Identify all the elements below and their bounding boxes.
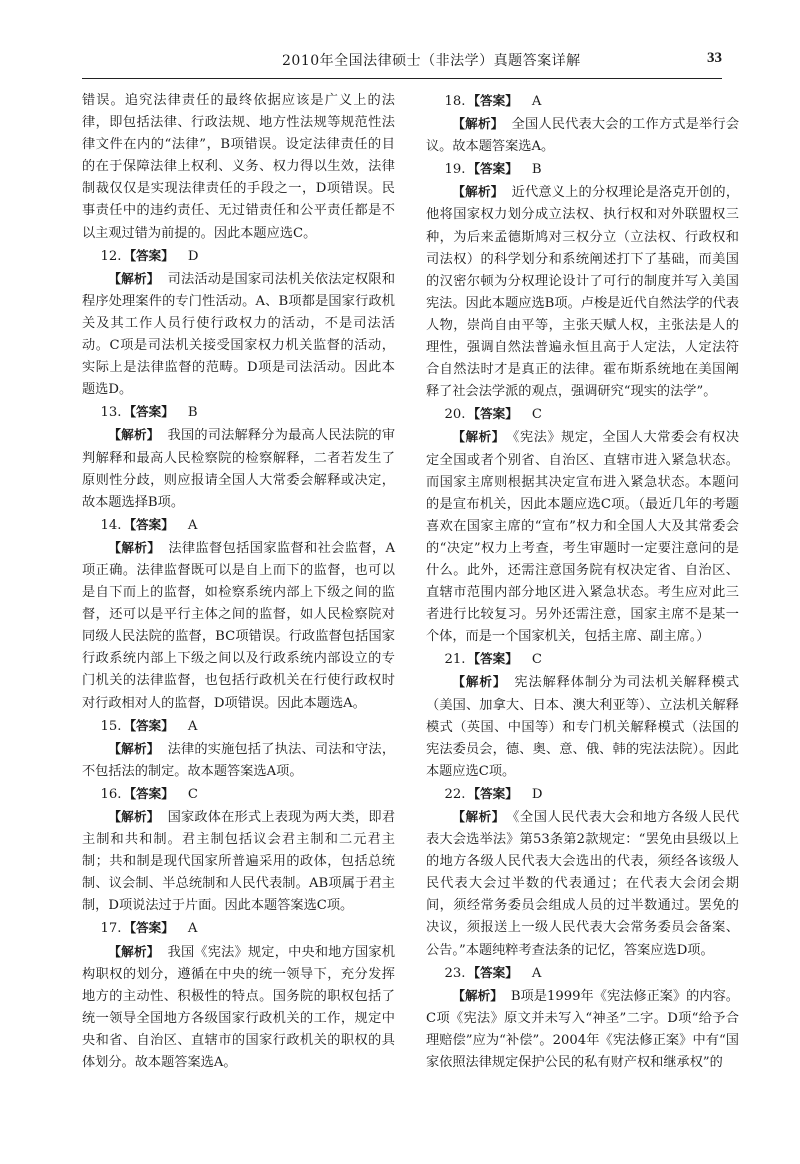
analysis-text: 《宪法》规定，全国人大常委会有权决定全国或者个别省、自治区、直辖市进入紧急状态。而国家主席则根据其决定宣布进入紧急状态。本题问的是宣布机关，因此本题应选C项。（最近几年的考题喜欢在国家主席的“宣布”权力和全国人大及其常委会的“决定”权力上考查，考生审题时一定要注意问的是什么。此外，还需注意国务院有权决定省、自治区、直辖市范围内部分地区进入紧急状态。考生应对此三者进行比较复习。另外还需注意，国家主席不是某一个体，而是一个国家机关，包括主席、副主席。） [426,430,740,645]
question-number: 18. [444,94,466,109]
analysis-paragraph [426,426,739,648]
analysis-label: 【解析】 [452,184,504,200]
answer-line [82,917,395,940]
analysis-paragraph [82,424,395,513]
right-question-list [426,90,739,1074]
answer-option: D [531,786,543,802]
question-item [82,514,395,715]
question-item [82,245,395,402]
question-item [82,917,395,1074]
left-question-list [82,245,395,1074]
answer-option: A [187,517,198,533]
question-item [82,783,395,918]
analysis-paragraph [426,113,739,158]
analysis-text: 《全国人民代表大会和地方各级人民代表大会选举法》第53条第2款规定：“罢免由县级以上的地方各级人民代表大会选出的代表，须经各该级人民代表大会过半数的代表通过；在代表大会闭会期间，须经常务委员会组成人员的过半数通过。罢免的决议，须报送上一级人民代表大会常务委员会备案、公告。”本题纯粹考查法条的记忆，答案应选D项。 [426,810,740,958]
question-number: 14. [100,517,122,533]
answer-line [426,158,739,181]
question-number: 20. [444,407,466,423]
question-number: 17. [100,921,122,937]
page-number: 33 [707,50,722,66]
answer-line [82,245,395,268]
question-number: 19. [444,162,466,178]
answer-label: 【答案】 [467,785,518,801]
analysis-paragraph [82,941,395,1075]
answer-line [426,403,739,426]
analysis-text: 司法活动是国家司法机关依法定权限和程序处理案件的专门性活动。A、B项都是国家行政机关及其工作人员行使行政权力的活动，不是司法活动。C项是司法机关接受国家权力机关监督的活动，实际上是法律监督的范畴。D项是司法活动。因此本题选D。 [82,271,396,398]
question-item [82,715,395,783]
question-number: 13. [100,405,122,421]
analysis-label: 【解析】 [108,943,160,959]
answer-label: 【答案】 [123,247,174,263]
analysis-text: 宪法解释体制分为司法机关解释模式（美国、加拿大、日本、澳大利亚等）、立法机关解释模式（英国、中国等）和专门机关解释模式（法国的宪法委员会，德、奥、意、俄、韩的宪法法院）。因此本题应选C项。 [426,675,740,779]
question-item [426,648,739,783]
analysis-paragraph [82,806,395,917]
analysis-paragraph [82,268,395,402]
analysis-label: 【解析】 [452,116,504,132]
analysis-paragraph [426,985,739,1074]
analysis-text: 法律监督包括国家监督和社会监督，A项正确。法律监督既可以是自上而下的监督，也可以是自下而上的监督，如检察系统内部上下级之间的监督，还可以是平行主体之间的监督，如人民检察院对同级人民法院的监督，BC项错误。行政监督包括国家行政系统内部上下级之间以及行政系统内部设立的专门机关的法律监督，也包括行政机关在行使行政权时对行政相对人的监督，D项错误。因此本题选A。 [82,540,395,711]
question-number: 21. [444,652,466,668]
analysis-paragraph [82,537,395,715]
answer-option: D [187,248,199,264]
header-title: 2010年全国法律硕士（非法学）真题答案详解 [282,53,581,69]
answer-line [426,962,739,985]
question-item [426,158,739,403]
analysis-label: 【解析】 [108,427,160,443]
answer-option: A [187,921,198,937]
answer-option: A [531,94,542,109]
running-header [82,40,722,79]
answer-label: 【答案】 [467,406,518,422]
answer-line [426,783,739,806]
question-number: 22. [444,786,466,802]
question-number: 12. [100,248,122,264]
question-item [426,90,739,158]
question-item [426,783,739,962]
question-number: 23. [444,965,466,981]
analysis-text: 近代意义上的分权理论是洛克开创的，他将国家权力划分成立法权、执行权和对外联盟权三种，为后来孟德斯鸠对三权分立（立法权、行政权和司法权）的科学划分和系统阐述打下了基础，而美国的汉密尔顿为分权理论设计了可行的制度并写入美国宪法。因此本题应选B项。卢梭是近代自然法学的代表人物，崇尚自由平等，主张天赋人权，主张法是人的理性，强调自然法普遍永恒且高于人定法，人定法符合自然法时才是真正的法律。霍布斯系统地在美国阐释了社会法学派的观点，强调研究“现实的法学”。 [426,185,740,400]
answer-line [82,715,395,738]
answer-line [426,90,739,113]
question-item [426,962,739,1074]
analysis-paragraph [82,738,395,783]
analysis-text: 法律的实施包括了执法、司法和守法，不包括法的制定。故本题答案选A项。 [82,741,396,779]
answer-label: 【答案】 [123,920,174,936]
analysis-paragraph [426,671,739,782]
analysis-text: B项是1999年《宪法修正案》的内容。C项《宪法》原文并未写入“神圣”二字。D项“给予合理赔偿”应为“补偿”。2004年《宪法修正案》中有“国家依照法律规定保护公民的私有财产权和继承权”的 [426,988,739,1071]
analysis-text: 全国人民代表大会的工作方式是举行会议。故本题答案选A。 [426,117,740,155]
analysis-paragraph [426,806,739,962]
analysis-text: 我国的司法解释分为最高人民法院的审判解释和最高人民检察院的检察解释，二者若发生了原则性分歧，则应报请全国人大常委会解释或决定，故本题选择B项。 [82,428,396,510]
right-column [426,90,739,1074]
analysis-label: 【解析】 [452,429,505,445]
answer-option: A [531,965,542,981]
analysis-label: 【解析】 [452,987,503,1003]
answer-label: 【答案】 [123,516,174,532]
analysis-label: 【解析】 [108,809,160,824]
question-number: 15. [100,718,122,734]
answer-label: 【答案】 [123,404,174,420]
analysis-label: 【解析】 [108,539,161,555]
analysis-text: 国家政体在形式上表现为两大类，即君主制和共和制。君主制包括议会君主制和二元君主制；共和制是现代国家所普遍采用的政体，包括总统制、议会制、半总统制和人民代表制。AB项属于君主制，D项说法过于片面。因此本题答案选C项。 [82,810,396,914]
answer-option: A [187,718,198,734]
answer-option: C [187,786,198,802]
question-item [82,401,395,513]
analysis-label: 【解析】 [108,740,160,756]
answer-option: C [531,652,542,668]
answer-line [82,401,395,424]
answer-label: 【答案】 [467,651,518,667]
intro-paragraph: 错误。追究法律责任的最终依据应该是广义上的法律，即包括法律、行政法规、地方性法规等规范性法律文件在内的“法律”，B项错误。设定法律责任的目的在于保障法律上权利、义务、权力得以生效，法律制裁仅仅是实现法律责任的手段之一，D项错误。民事责任中的违约责任、无过错责任和公平责任都是不以主观过错为前提的。因此本题应选C。 [82,93,395,241]
analysis-label: 【解析】 [452,809,505,824]
answer-label: 【答案】 [467,161,518,177]
answer-label: 【答案】 [467,964,518,980]
answer-line [426,648,739,671]
answer-label: 【答案】 [467,93,518,108]
question-number: 16. [100,786,122,802]
answer-option: C [531,407,542,423]
answer-label: 【答案】 [123,717,174,733]
answer-option: B [531,162,542,178]
question-item [426,403,739,648]
analysis-label: 【解析】 [108,270,160,286]
answer-label: 【答案】 [123,785,174,801]
left-column [82,90,395,1074]
analysis-paragraph [426,181,739,403]
answer-line [82,514,395,537]
answer-option: B [187,405,198,421]
analysis-text: 我国《宪法》规定，中央和地方国家机构职权的划分，遵循在中央的统一领导下，充分发挥地方的主动性、积极性的特点。国务院的职权包括了统一领导全国地方各级国家行政机关的工作，规定中央和省、自治区、直辖市的国家行政机关的职权的具体划分。故本题答案选A。 [82,944,396,1071]
analysis-label: 【解析】 [452,674,507,690]
answer-line [82,783,395,806]
